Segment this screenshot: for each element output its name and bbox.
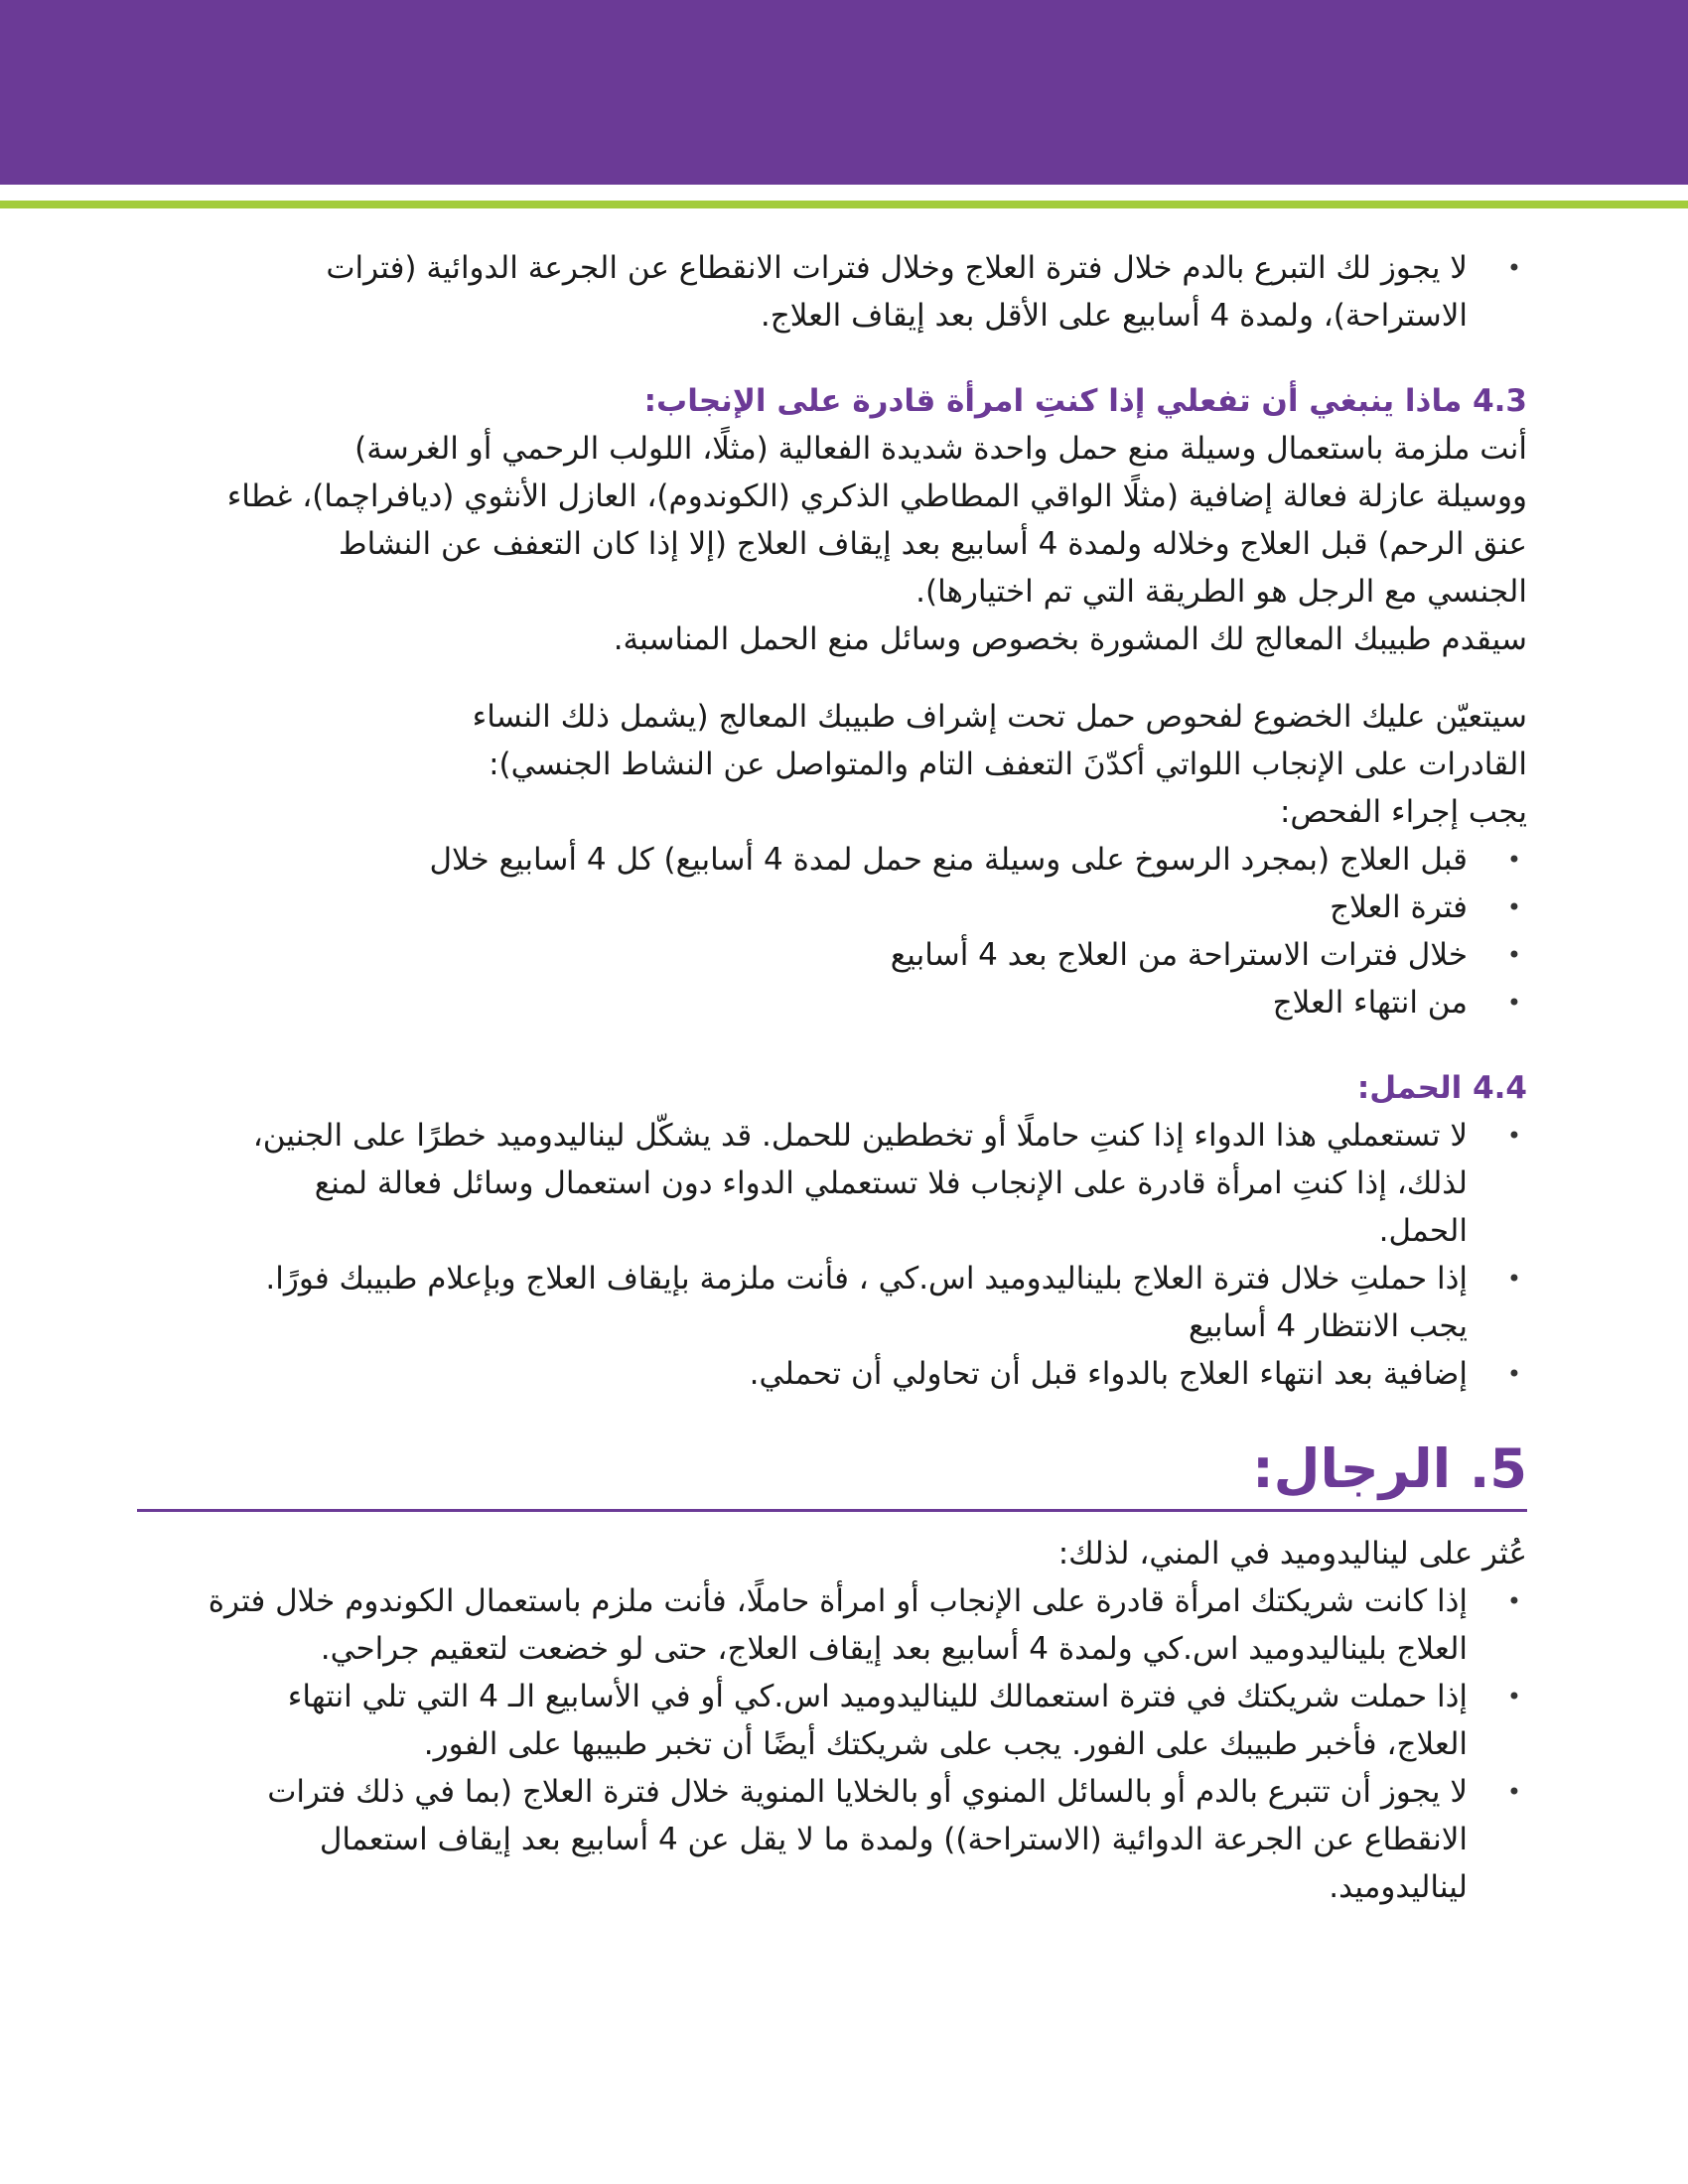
list-item-line: ليناليدوميد.: [1329, 1869, 1468, 1905]
section-5-title: 5. الرجال:: [137, 1432, 1527, 1512]
header-band: [0, 0, 1688, 185]
list-item-line: العلاج، فأخبر طبيبك على الفور. يجب على شريكتك أيضًا أن تخبر طبيبها على الفور.: [423, 1726, 1468, 1762]
list-item: [137, 979, 1527, 1026]
list-item: [137, 1112, 1527, 1255]
section-5: [137, 1530, 1527, 1911]
header-accent-line: [0, 201, 1688, 208]
list-item: [137, 884, 1527, 931]
paragraph-line: عنق الرحم) قبل العلاج وخلاله ولمدة 4 أسابيع بعد إيقاف العلاج (إلا إذا كان التعفف عن النشاط: [338, 526, 1527, 562]
paragraph-line: ووسيلة عازلة فعالة إضافية (مثلًا الواقي المطاطي الذكري (الكوندوم)، العازل الأنثوي (ديافراچما)، غطاء: [226, 478, 1527, 514]
list-item: [137, 244, 1527, 340]
section-heading: 4.3 ماذا ينبغي أن تفعلي إذا كنتِ امرأة قادرة على الإنجاب:: [643, 383, 1527, 419]
list-item-line: الانقطاع عن الجرعة الدوائية (الاستراحة)) ولمدة ما لا يقل عن 4 أسابيع بعد إيقاف استعمال: [319, 1822, 1468, 1857]
paragraph-line: القادرات على الإنجاب اللواتي أكدّنَ التعفف التام والمتواصل عن النشاط الجنسي):: [489, 747, 1527, 782]
section-heading: 4.4 الحمل:: [1356, 1070, 1527, 1106]
list-item-line: • لا تستعملي هذا الدواء إذا كنتِ حاملًا أو تخططين للحمل. قد يشكّل ليناليدوميد خطرًا على الجنين،: [252, 1118, 1468, 1154]
pregnancy-test-paragraph: [137, 693, 1527, 836]
paragraph-line: سيتعيّن عليك الخضوع لفحوص حمل تحت إشراف طبيبك المعالج (يشمل ذلك النساء: [472, 699, 1527, 735]
blood-donation-list: [137, 244, 1527, 340]
list-item: [137, 1255, 1527, 1350]
section-4-3: [137, 377, 1527, 1026]
paragraph-line: أنت ملزمة باستعمال وسيلة منع حمل واحدة شديدة الفعالية (مثلًا، اللولب الرحمي أو الغرسة): [354, 431, 1527, 467]
list-item-line: الحمل.: [1378, 1213, 1468, 1249]
paragraph-line: يجب إجراء الفحص:: [1279, 794, 1527, 830]
list-item-text: • قبل العلاج (بمجرد الرسوخ على وسيلة منع حمل لمدة 4 أسابيع) كل 4 أسابيع خلال: [429, 842, 1468, 878]
list-item-text: • من انتهاء العلاج: [1272, 985, 1468, 1021]
list-item-line: يجب الانتظار 4 أسابيع: [1188, 1308, 1468, 1344]
list-item-line: العلاج بليناليدوميد اس.كي ولمدة 4 أسابيع بعد إيقاف العلاج، حتى لو خضعت لتعقيم جراحي.: [320, 1631, 1468, 1667]
test-schedule-list: [137, 836, 1527, 1026]
list-item: [137, 1673, 1527, 1768]
list-item-text: • خلال فترات الاستراحة من العلاج بعد 4 أسابيع: [890, 937, 1468, 973]
pregnancy-list: [137, 1112, 1527, 1398]
list-item: [137, 836, 1527, 884]
list-item-line: لذلك، إذا كنتِ امرأة قادرة على الإنجاب فلا تستعملي الدواء دون استعمال وسائل فعالة لمنع: [314, 1165, 1468, 1201]
list-item-line: • إذا حملت شريكتك في فترة استعمالك لليناليدوميد اس.كي أو في الأسابيع الـ 4 التي تلي انتهاء: [287, 1679, 1468, 1714]
list-item-line: • لا يجوز أن تتبرع بالدم أو بالسائل المنوي أو بالخلايا المنوية خلال فترة العلاج (بما في ذلك فترات: [267, 1774, 1468, 1810]
list-item: [137, 1577, 1527, 1673]
list-item-line: • إذا كانت شريكتك امرأة قادرة على الإنجاب أو امرأة حاملًا، فأنت ملزم باستعمال الكوندوم خلال فترة: [208, 1583, 1468, 1619]
list-item: [137, 1768, 1527, 1911]
list-item-text: • فترة العلاج: [1330, 889, 1468, 925]
list-item-line: الاستراحة)، ولمدة 4 أسابيع على الأقل بعد إيقاف العلاج.: [760, 298, 1468, 334]
paragraph-line: الجنسي مع الرجل هو الطريقة التي تم اختيارها).: [915, 574, 1527, 610]
list-item-line: • إذا حملتِ خلال فترة العلاج بليناليدوميد اس.كي ، فأنت ملزمة بإيقاف العلاج وبإعلام طبيبك فورًا.: [265, 1261, 1468, 1297]
men-list: [137, 1577, 1527, 1911]
section-4-4: [137, 1064, 1527, 1398]
list-item-line: • لا يجوز لك التبرع بالدم خلال فترة العلاج وخلال فترات الانقطاع عن الجرعة الدوائية (فترات: [326, 250, 1468, 286]
paragraph-line: سيقدم طبيبك المعالج لك المشورة بخصوص وسائل منع الحمل المناسبة.: [613, 621, 1527, 657]
list-item: [137, 1350, 1527, 1398]
document-body: [137, 244, 1527, 1911]
list-item-line: • إضافية بعد انتهاء العلاج بالدواء قبل أن تحاولي أن تحملي.: [749, 1356, 1468, 1392]
section-intro: عُثر على ليناليدوميد في المني، لذلك:: [1057, 1536, 1527, 1571]
contraception-paragraph: [137, 425, 1527, 663]
list-item: [137, 931, 1527, 979]
